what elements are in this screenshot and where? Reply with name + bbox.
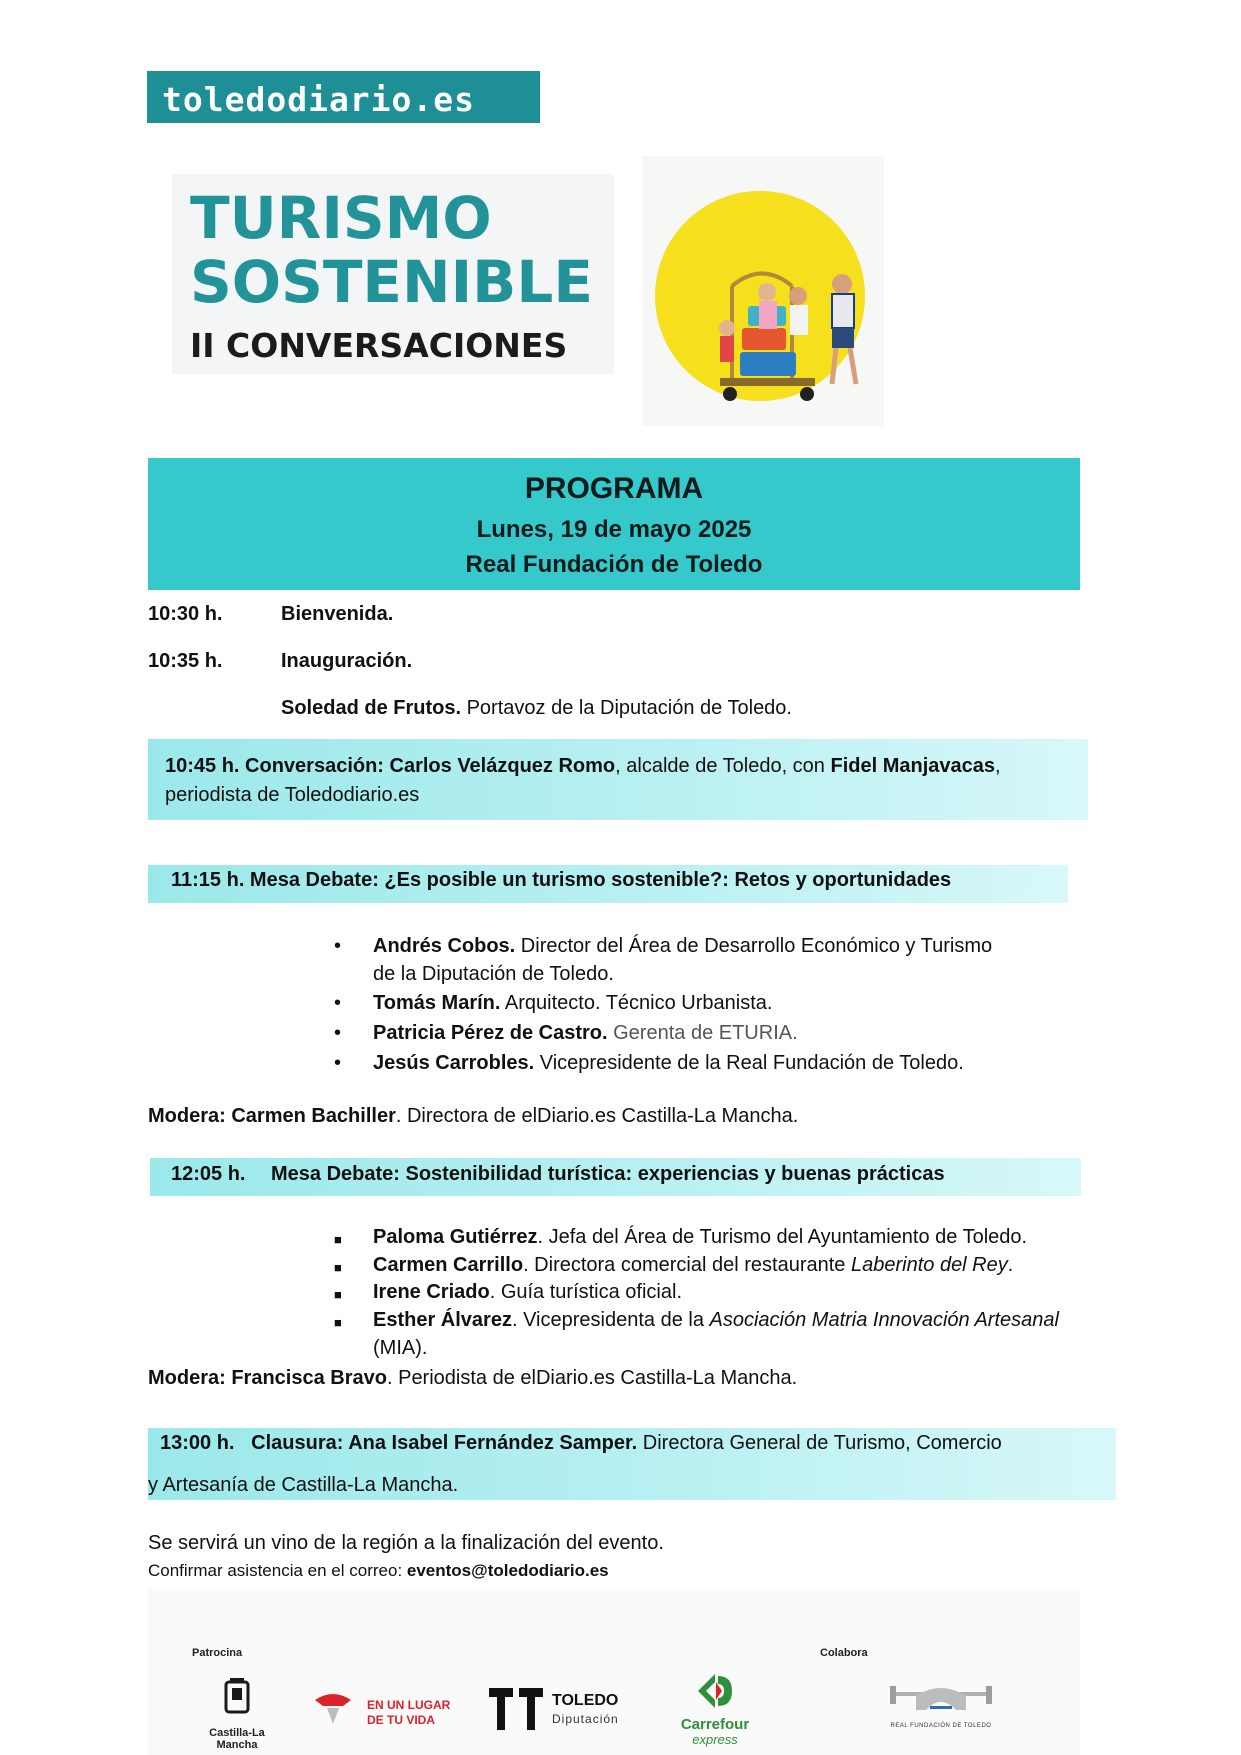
opening-speaker-name: Soledad de Frutos. xyxy=(281,697,462,719)
closing-role: Directora General de Turismo, Comercio xyxy=(637,1432,1002,1454)
event-title-line1: TURISMO xyxy=(190,184,492,252)
closing-line2: y Artesanía de Castilla-La Mancha. xyxy=(148,1474,459,1496)
site-logo-text: toledodiario.es xyxy=(162,80,476,119)
debate1-bullet-1: • xyxy=(334,992,342,1014)
debate1-item-2: Patricia Pérez de Castro. Gerenta de ETURIA. xyxy=(373,1022,798,1044)
debate2-item-0: Paloma Gutiérrez. Jefa del Área de Turismo del Ayuntamiento de Toledo. xyxy=(373,1226,1028,1248)
carrefour-text: Carrefour xyxy=(680,1716,750,1733)
debate2-title: Mesa Debate: Sostenibilidad turística: experiencias y buenas prácticas xyxy=(271,1163,945,1185)
clm-logo xyxy=(188,1678,286,1751)
program-venue: Real Fundación de Toledo xyxy=(465,551,763,578)
en-un-lugar-text: EN UN LUGAR DE TU VIDA xyxy=(367,1698,451,1727)
toledo-diputacion-icon xyxy=(489,1688,543,1730)
debate1-bullet-2: • xyxy=(334,1022,342,1044)
event-subtitle: II CONVERSACIONES xyxy=(190,326,568,365)
closing-line1 xyxy=(160,1432,1002,1455)
closing-time: 13:00 h. xyxy=(160,1432,235,1454)
diputacion-text: Diputación xyxy=(552,1712,619,1726)
opening-label: Inauguración. xyxy=(281,650,413,672)
real-fundacion-logo xyxy=(886,1682,996,1742)
conversation-mid: , alcalde de Toledo, con xyxy=(615,755,831,777)
clm-shield-icon xyxy=(188,1678,286,1722)
en-un-lugar-logo xyxy=(313,1690,463,1740)
toledo-diputacion-logo xyxy=(489,1688,639,1738)
conversation-title: 10:45 h. Conversación: Carlos Velázquez Romo xyxy=(165,755,616,777)
debate2-bullet-1: ■ xyxy=(334,1260,342,1275)
rsvp-email-link[interactable]: eventos@toledodiario.es xyxy=(406,1561,609,1580)
clm-logo-text: Castilla-La Mancha xyxy=(209,1727,265,1751)
real-fundacion-text: REAL FUNDACIÓN DE TOLEDO xyxy=(890,1723,992,1729)
debate1-bullet-0: • xyxy=(334,935,342,957)
debate2-bullet-3: ■ xyxy=(334,1315,342,1330)
conversation-tail: , xyxy=(995,755,1001,777)
welcome-time: 10:30 h. xyxy=(148,603,223,625)
debate1-item-0: Andrés Cobos. Director del Área de Desarrollo Económico y Turismo xyxy=(373,935,993,957)
debate1-title: 11:15 h. Mesa Debate: ¿Es posible un turismo sostenible?: Retos y oportunidades xyxy=(171,869,952,891)
program-date: Lunes, 19 de mayo 2025 xyxy=(476,516,752,543)
debate2-bullet-2: ■ xyxy=(334,1287,342,1302)
debate1-item-1: Tomás Marín. Arquitecto. Técnico Urbanista. xyxy=(373,992,773,1014)
debate1-item-3: Jesús Carrobles. Vicepresidente de la Real Fundación de Toledo. xyxy=(373,1052,964,1074)
debate1-moderator: Modera: Carmen Bachiller. Directora de elDiario.es Castilla-La Mancha. xyxy=(148,1105,799,1127)
debate2-time: 12:05 h. xyxy=(171,1163,246,1185)
patrocina-label: Patrocina xyxy=(192,1647,243,1659)
opening-time: 10:35 h. xyxy=(148,650,223,672)
closing-label: Clausura: Ana Isabel Fernández Samper. xyxy=(251,1432,638,1454)
event-title-line2: SOSTENIBLE xyxy=(190,248,593,316)
welcome-label: Bienvenida. xyxy=(281,603,394,625)
colabora-label: Colabora xyxy=(820,1647,868,1659)
conversation-name2: Fidel Manjavacas xyxy=(830,755,996,777)
carrefour-express-logo xyxy=(670,1670,760,1750)
carrefour-icon xyxy=(670,1670,760,1712)
express-text: express xyxy=(692,1732,738,1747)
opening-speaker-role: Portavoz de la Diputación de Toledo. xyxy=(461,697,792,719)
debate2-bullet-0: ■ xyxy=(334,1232,342,1247)
toledo-text: TOLEDO xyxy=(552,1692,619,1709)
conversation-band xyxy=(148,739,1088,820)
en-un-lugar-icon xyxy=(313,1690,353,1728)
conversation-line1 xyxy=(165,755,1075,778)
debate2-item-1: Carmen Carrillo. Directora comercial del restaurante Laberinto del Rey. xyxy=(373,1254,1014,1276)
opening-speaker-line xyxy=(281,697,792,720)
real-fundacion-icon xyxy=(886,1682,996,1718)
debate2-item-3: Esther Álvarez. Vicepresidenta de la Asociación Matria Innovación Artesanal xyxy=(373,1309,1059,1331)
debate1-bullet-3: • xyxy=(334,1052,342,1074)
wine-note: Se servirá un vino de la región a la finalización del evento. xyxy=(148,1532,664,1554)
program-header-box xyxy=(148,458,1080,590)
program-heading: PROGRAMA xyxy=(524,472,704,505)
conversation-line2: periodista de Toledodiario.es xyxy=(165,784,420,806)
event-illustration xyxy=(642,156,884,426)
rsvp-note: Confirmar asistencia en el correo: eventos@toledodiario.es xyxy=(148,1561,609,1580)
debate2-moderator: Modera: Francisca Bravo. Periodista de elDiario.es Castilla-La Mancha. xyxy=(148,1367,798,1389)
debate2-item-3-line2: (MIA). xyxy=(373,1337,428,1359)
debate1-item-0-line2: de la Diputación de Toledo. xyxy=(373,963,614,985)
debate2-item-2: Irene Criado. Guía turística oficial. xyxy=(373,1281,682,1303)
